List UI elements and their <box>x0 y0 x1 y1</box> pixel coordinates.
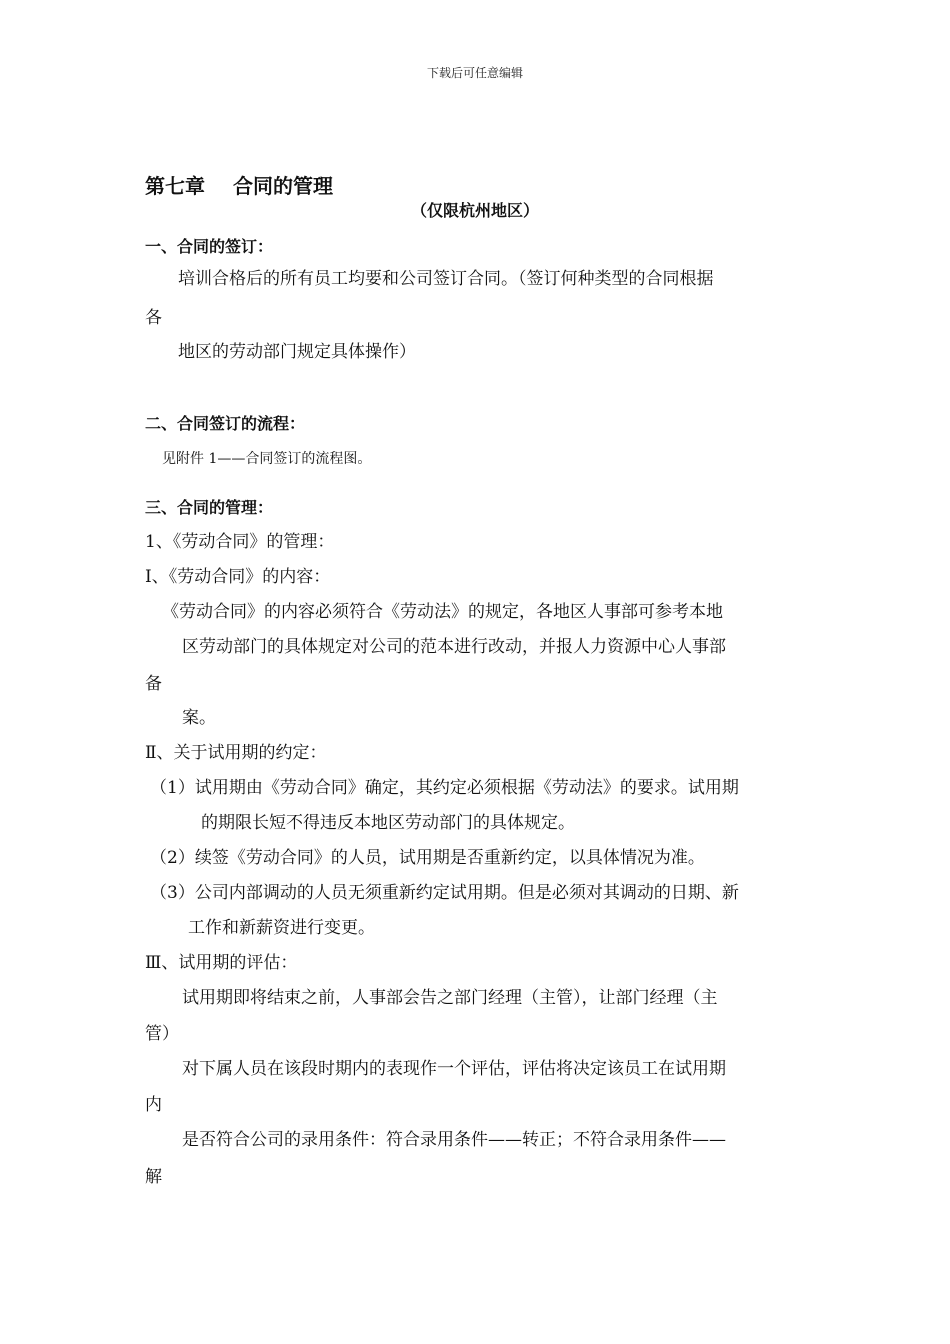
section-2-heading: 二、合同签订的流程： <box>145 414 306 433</box>
section-3-line: 解 <box>145 1167 162 1187</box>
section-3-line: 备 <box>145 674 162 694</box>
section-3-line: 1、《劳动合同》的管理： <box>145 532 335 552</box>
section-3-line: （1）试用期由《劳动合同》确定，其约定必须根据《劳动法》的要求。试用期 <box>150 778 739 798</box>
section-3-line: 的期限长短不得违反本地区劳动部门的具体规定。 <box>201 813 575 833</box>
chapter-name: 合同的管理 <box>233 174 333 198</box>
section-3-line: 对下属人员在该段时期内的表现作一个评估，评估将决定该员工在试用期 <box>182 1059 726 1079</box>
section-1-heading: 一、合同的签订： <box>145 237 274 256</box>
section-3-line: （3）公司内部调动的人员无须重新约定试用期。但是必须对其调动的日期、新 <box>150 883 739 903</box>
section-3-line: （2）续签《劳动合同》的人员，试用期是否重新约定，以具体情况为准。 <box>150 848 705 868</box>
section-3-line: 是否符合公司的录用条件：符合录用条件——转正；不符合录用条件—— <box>182 1130 726 1150</box>
section-3-heading: 三、合同的管理： <box>145 498 274 517</box>
section-3-line: 《劳动合同》的内容必须符合《劳动法》的规定，各地区人事部可参考本地 <box>162 602 723 622</box>
section-1-line: 各 <box>145 308 162 328</box>
section-1-line: 培训合格后的所有员工均要和公司签订合同。（签订何种类型的合同根据 <box>178 269 714 289</box>
section-3-line: 工作和新薪资进行变更。 <box>188 918 375 938</box>
section-3-line: 区劳动部门的具体规定对公司的范本进行改动，并报人力资源中心人事部 <box>182 637 726 657</box>
chapter-number: 第七章 <box>145 174 205 198</box>
chapter-region-subtitle: （仅限杭州地区） <box>410 201 539 220</box>
section-3-line: Ⅲ、试用期的评估： <box>145 953 298 973</box>
section-3-line: 内 <box>145 1095 162 1115</box>
section-3-line: 试用期即将结束之前，人事部会告之部门经理（主管），让部门经理（主 <box>182 988 718 1008</box>
page-header-note: 下载后可任意编辑 <box>426 66 523 80</box>
section-3-line: Ⅰ、《劳动合同》的内容： <box>145 567 331 587</box>
section-3-line: Ⅱ、关于试用期的约定： <box>145 743 327 763</box>
section-3-line: 管） <box>145 1024 179 1044</box>
chapter-title <box>145 176 333 196</box>
section-1-line: 地区的劳动部门规定具体操作） <box>178 342 416 362</box>
section-3-line: 案。 <box>182 708 216 728</box>
section-2-line: 见附件 1——合同签订的流程图。 <box>162 451 372 467</box>
